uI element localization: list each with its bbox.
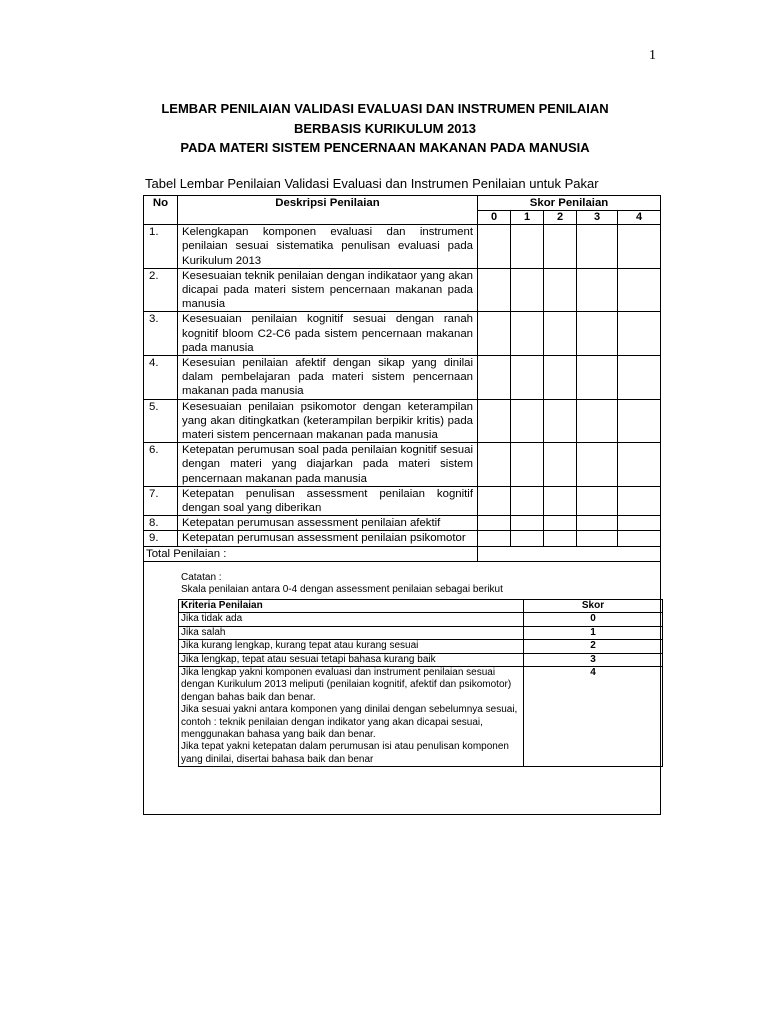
criteria-label: Jika salah (179, 626, 524, 639)
criteria-row (179, 626, 663, 639)
criteria-label-detailed (179, 666, 524, 766)
score-cell[interactable] (511, 356, 544, 400)
row-description: Kesesuaian penilaian kognitif sesuai dengan ranah kognitif bloom C2-C6 pada sistem pencernaan makanan pada manusia (178, 312, 478, 356)
row-description: Kelengkapan komponen evaluasi dan instrument penilaian sesuai sistematika penulisan evaluasi pada Kurikulum 2013 (178, 225, 478, 269)
score-cell[interactable] (544, 443, 577, 487)
table-row (144, 399, 661, 443)
table-row (144, 356, 661, 400)
score-cell[interactable] (618, 443, 661, 487)
row-number: 7. (144, 486, 178, 515)
score-cell[interactable] (544, 516, 577, 531)
title-line-3: PADA MATERI SISTEM PENCERNAAN MAKANAN PADA MANUSIA (180, 140, 590, 155)
score-cell[interactable] (511, 443, 544, 487)
table-row (144, 531, 661, 546)
criteria-score: 0 (524, 613, 663, 626)
score-cell[interactable] (577, 356, 618, 400)
score-cell[interactable] (544, 531, 577, 546)
score-header-4: 4 (618, 211, 661, 225)
score-cell[interactable] (478, 443, 511, 487)
score-cell[interactable] (478, 486, 511, 515)
score-cell[interactable] (478, 225, 511, 269)
row-number: 8. (144, 516, 178, 531)
title-line-1: LEMBAR PENILAIAN VALIDASI EVALUASI DAN INSTRUMEN PENILAIAN (161, 101, 609, 116)
criteria-detail-3: Jika tepat yakni ketepatan dalam perumusan isi atau penulisan komponen yang dinilai, disertai bahasa baik dan benar (181, 741, 509, 765)
score-header-3: 3 (577, 211, 618, 225)
criteria-detail-2: Jika sesuai yakni antara komponen yang dinilai dengan sebelumnya sesuai, contoh : teknik penilaian dengan indikator yang akan dicapai sesuai, menggunakan bahasa yang baik dan benar. (181, 704, 518, 740)
header-score: Skor Penilaian (478, 196, 661, 211)
note-row (144, 561, 661, 814)
row-description: Kesesuian penilaian afektif dengan sikap yang dinilai dalam pembelajaran pada materi sistem pencernaan makanan pada manusia (178, 356, 478, 400)
score-header-2: 2 (544, 211, 577, 225)
score-cell[interactable] (577, 516, 618, 531)
score-cell[interactable] (511, 486, 544, 515)
criteria-detail-1: Jika lengkap yakni komponen evaluasi dan instrument penilaian sesuai dengan Kurikulum 2013 meliputi (penilaian kognitif, afektif dan psikomotor) dengan bahas baik dan benar. (181, 666, 512, 703)
criteria-score: 4 (524, 666, 663, 766)
score-cell[interactable] (544, 399, 577, 443)
score-cell[interactable] (478, 399, 511, 443)
criteria-row (179, 666, 663, 766)
table-row (144, 516, 661, 531)
table-row (144, 225, 661, 269)
table-caption: Tabel Lembar Penilaian Validasi Evaluasi dan Instrumen Penilaian untuk Pakar (145, 176, 599, 191)
row-number: 4. (144, 356, 178, 400)
score-cell[interactable] (511, 312, 544, 356)
page-number: 1 (649, 48, 656, 63)
score-cell[interactable] (511, 531, 544, 546)
score-cell[interactable] (478, 356, 511, 400)
criteria-label: Jika kurang lengkap, kurang tepat atau kurang sesuai (179, 640, 524, 653)
criteria-score: 2 (524, 640, 663, 653)
score-cell[interactable] (618, 516, 661, 531)
row-number: 5. (144, 399, 178, 443)
criteria-row (179, 640, 663, 653)
row-number: 3. (144, 312, 178, 356)
row-number: 6. (144, 443, 178, 487)
score-cell[interactable] (478, 516, 511, 531)
criteria-label: Jika lengkap, tepat atau sesuai tetapi bahasa kurang baik (179, 653, 524, 666)
note-text: Skala penilaian antara 0-4 dengan assessment penilaian sebagai berikut (181, 584, 503, 596)
row-description: Ketepatan perumusan soal pada penilaian kognitif sesuai dengan materi yang diajarkan pada materi sistem pencernaan makanan pada manusia (178, 443, 478, 487)
criteria-score-header: Skor (524, 599, 663, 612)
row-number: 2. (144, 268, 178, 312)
criteria-row (179, 613, 663, 626)
table-row (144, 312, 661, 356)
row-description: Ketepatan perumusan assessment penilaian psikomotor (178, 531, 478, 546)
table-row (144, 443, 661, 487)
note-cell (144, 561, 661, 814)
title-line-2: BERBASIS KURIKULUM 2013 (293, 120, 477, 136)
note-heading: Catatan : (181, 571, 222, 583)
header-description: Deskripsi Penilaian (178, 196, 478, 225)
criteria-score: 1 (524, 626, 663, 639)
criteria-header: Kriteria Penilaian (179, 599, 524, 612)
row-description: Kesesuaian penilaian psikomotor dengan keterampilan yang akan ditingkatkan (keterampilan berpikir kritis) pada materi sistem pencernaan makanan pada manusia (178, 399, 478, 443)
score-cell[interactable] (577, 399, 618, 443)
row-number: 1. (144, 225, 178, 269)
row-description: Kesesuaian teknik penilaian dengan indikataor yang akan dicapai pada materi sistem pencernaan makanan pada manusia (178, 268, 478, 312)
score-cell[interactable] (577, 225, 618, 269)
score-cell[interactable] (544, 225, 577, 269)
score-cell[interactable] (618, 531, 661, 546)
score-header-1: 1 (511, 211, 544, 225)
score-cell[interactable] (577, 312, 618, 356)
score-cell[interactable] (618, 486, 661, 515)
score-cell[interactable] (478, 268, 511, 312)
score-cell[interactable] (544, 268, 577, 312)
score-cell[interactable] (511, 516, 544, 531)
row-number: 9. (144, 531, 178, 546)
assessment-table (143, 195, 661, 815)
score-cell[interactable] (577, 486, 618, 515)
row-description: Ketepatan penulisan assessment penilaian kognitif dengan soal yang diberikan (178, 486, 478, 515)
criteria-row (179, 653, 663, 666)
score-header-0: 0 (478, 211, 511, 225)
table-row (144, 486, 661, 515)
score-cell[interactable] (577, 443, 618, 487)
score-cell[interactable] (618, 312, 661, 356)
score-cell[interactable] (478, 531, 511, 546)
score-cell[interactable] (618, 399, 661, 443)
document-title (100, 99, 670, 158)
criteria-score: 3 (524, 653, 663, 666)
table-row (144, 268, 661, 312)
row-description: Ketepatan perumusan assessment penilaian afektif (178, 516, 478, 531)
score-cell[interactable] (577, 531, 618, 546)
score-cell[interactable] (544, 312, 577, 356)
total-value-cell[interactable] (478, 546, 661, 561)
score-cell[interactable] (478, 312, 511, 356)
criteria-label: Jika tidak ada (179, 613, 524, 626)
score-cell[interactable] (511, 399, 544, 443)
score-cell[interactable] (618, 225, 661, 269)
score-cell[interactable] (618, 356, 661, 400)
score-cell[interactable] (618, 268, 661, 312)
criteria-table (178, 599, 663, 767)
score-cell[interactable] (511, 225, 544, 269)
total-row (144, 546, 661, 561)
score-cell[interactable] (577, 268, 618, 312)
header-no: No (144, 196, 178, 225)
total-label: Total Penilaian : (144, 546, 478, 561)
score-cell[interactable] (544, 486, 577, 515)
score-cell[interactable] (511, 268, 544, 312)
score-cell[interactable] (544, 356, 577, 400)
